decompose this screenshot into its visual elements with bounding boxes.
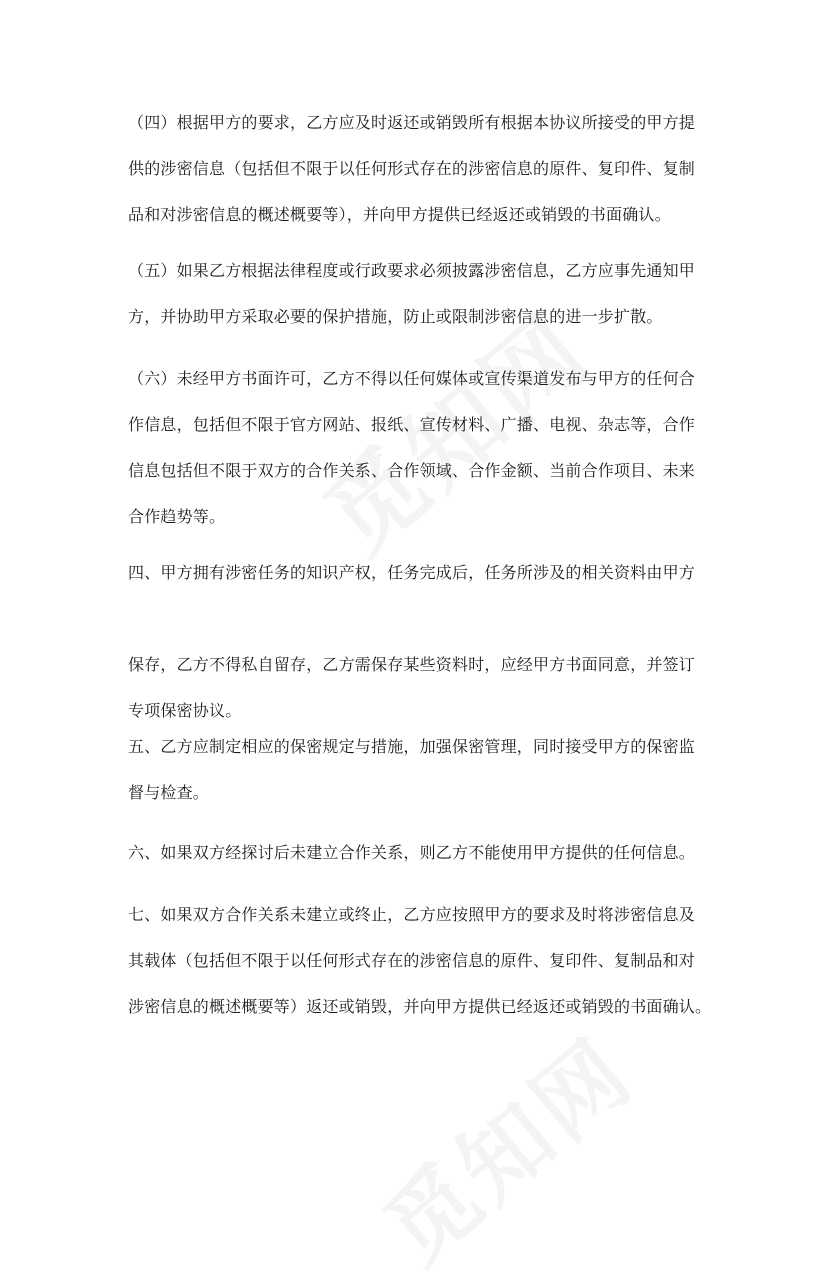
text-line: 督与检查。 (128, 783, 210, 802)
text-line: 供的涉密信息（包括但不限于以任何形式存在的涉密信息的原件、复印件、复制 (128, 159, 696, 178)
text-line: 方，并协助甲方采取必要的保护措施，防止或限制涉密信息的进一步扩散。 (128, 307, 663, 326)
text-line: 七、如果双方合作关系未建立或终止，乙方应按照甲方的要求及时将涉密信息及 (128, 905, 696, 924)
text-line: 五、乙方应制定相应的保密规定与措施，加强保密管理，同时接受甲方的保密监 (128, 737, 696, 756)
clause-3-5-paragraph (128, 248, 718, 340)
text-line: 其载体（包括但不限于以任何形式存在的涉密信息的原件、复印件、复制品和对 (128, 951, 696, 970)
clause-5-paragraph (128, 724, 718, 816)
text-line-spacer (128, 596, 718, 642)
clause-3-4-paragraph (128, 100, 718, 238)
text-line: （六）未经甲方书面许可，乙方不得以任何媒体或宣传渠道发布与甲方的任何合 (128, 369, 696, 388)
text-line: 信息包括但不限于双方的合作关系、合作领域、合作金额、当前合作项目、未来 (128, 461, 696, 480)
text-line: 合作趋势等。 (128, 507, 226, 526)
text-line: 专项保密协议。 (128, 701, 242, 720)
text-line: 六、如果双方经探讨后未建立合作关系，则乙方不能使用甲方提供的任何信息。 (128, 843, 696, 862)
clause-4-paragraph (128, 550, 718, 734)
text-line: 四、甲方拥有涉密任务的知识产权，任务完成后，任务所涉及的相关资料由甲方 (128, 563, 696, 582)
text-line: 作信息，包括但不限于官方网站、报纸、宣传材料、广播、电视、杂志等，合作 (128, 415, 696, 434)
clause-3-6-paragraph (128, 356, 718, 540)
watermark (352, 1003, 656, 1287)
text-line: （五）如果乙方根据法律程度或行政要求必须披露涉密信息，乙方应事先通知甲 (128, 261, 696, 280)
text-line: 品和对涉密信息的概述概要等），并向甲方提供已经返还或销毁的书面确认。 (128, 205, 671, 224)
clause-7-paragraph (128, 892, 718, 1030)
text-line: 保存，乙方不得私自留存，乙方需保存某些资料时，应经甲方书面同意，并签订 (128, 655, 696, 674)
text-line: （四）根据甲方的要求，乙方应及时返还或销毁所有根据本协议所接受的甲方提 (128, 113, 696, 132)
clause-6-paragraph (128, 830, 718, 876)
text-line: 涉密信息的概述概要等）返还或销毁，并向甲方提供已经返还或销毁的书面确认。 (128, 997, 712, 1016)
